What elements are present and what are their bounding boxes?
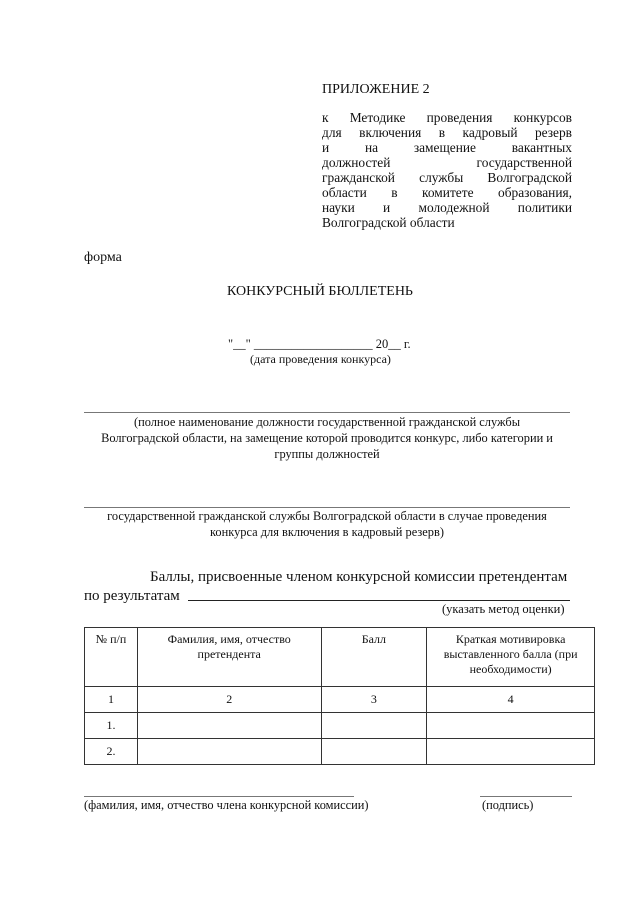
date-line: "__" ___________________ 20__ г. [228, 337, 411, 351]
table-row [85, 739, 595, 765]
member-name-line [84, 796, 354, 797]
row-number: 2. [85, 739, 138, 765]
appendix-line: Волгоградской области [322, 215, 455, 230]
method-caption: (указать метод оценки) [442, 602, 565, 616]
appendix-line: науки и молодежной политики [322, 200, 572, 215]
form-label: форма [84, 250, 122, 265]
appendix-line: и на замещение вакантных [322, 140, 572, 155]
position-caption-line: группы должностей [274, 447, 380, 461]
row-number: 1. [85, 713, 138, 739]
numbering-cell: 2 [137, 687, 321, 713]
row-name-cell[interactable] [137, 739, 321, 765]
numbering-cell: 4 [427, 687, 595, 713]
position-name-line [84, 412, 570, 413]
row-score-cell[interactable] [321, 739, 427, 765]
row-name-cell[interactable] [137, 713, 321, 739]
position-caption-line: Волгоградской области, на замещение которой проводится конкурс, либо категории и [101, 431, 553, 445]
header-full-name: Фамилия, имя, отчество претендента [137, 628, 321, 687]
scores-heading-line: Баллы, присвоенные членом конкурсной комиссии претендентам [150, 569, 568, 585]
numbering-cell: 1 [85, 687, 138, 713]
appendix-line: должностей государственной [322, 155, 572, 170]
scores-heading-line: по результатам [84, 588, 180, 604]
position-caption-line: (полное наименование должности государственной гражданской службы [133, 415, 521, 429]
row-score-cell[interactable] [321, 713, 427, 739]
signature-caption: (подпись) [482, 798, 534, 812]
row-motivation-cell[interactable] [427, 713, 595, 739]
appendix-title: ПРИЛОЖЕНИЕ 2 [322, 82, 430, 97]
header-score: Балл [321, 628, 427, 687]
method-input-line [188, 600, 570, 601]
appendix-text [322, 110, 572, 230]
scores-table [84, 627, 595, 765]
appendix-line: области в комитете образования, [322, 185, 572, 200]
reserve-caption-line: конкурса для включения в кадровый резерв) [210, 525, 444, 539]
reserve-caption [84, 508, 570, 540]
appendix-line: для включения в кадровый резерв [322, 125, 572, 140]
member-name-caption: (фамилия, имя, отчество члена конкурсной комиссии) [84, 798, 369, 812]
header-motivation: Краткая мотивировка выставленного балла (при необходимости) [427, 628, 595, 687]
table-row [85, 713, 595, 739]
header-number: № п/п [85, 628, 138, 687]
appendix-line: к Методике проведения конкурсов [322, 110, 572, 125]
signature-line [480, 796, 572, 797]
reserve-caption-line: государственной гражданской службы Волгоградской области в случае проведения [107, 509, 547, 523]
document-title: КОНКУРСНЫЙ БЮЛЛЕТЕНЬ [227, 284, 413, 299]
appendix-line: гражданской службы Волгоградской [322, 170, 572, 185]
date-caption: (дата проведения конкурса) [250, 352, 391, 366]
table-numbering-row [85, 687, 595, 713]
row-motivation-cell[interactable] [427, 739, 595, 765]
numbering-cell: 3 [321, 687, 427, 713]
table-header-row [85, 628, 595, 687]
position-caption [84, 414, 570, 462]
